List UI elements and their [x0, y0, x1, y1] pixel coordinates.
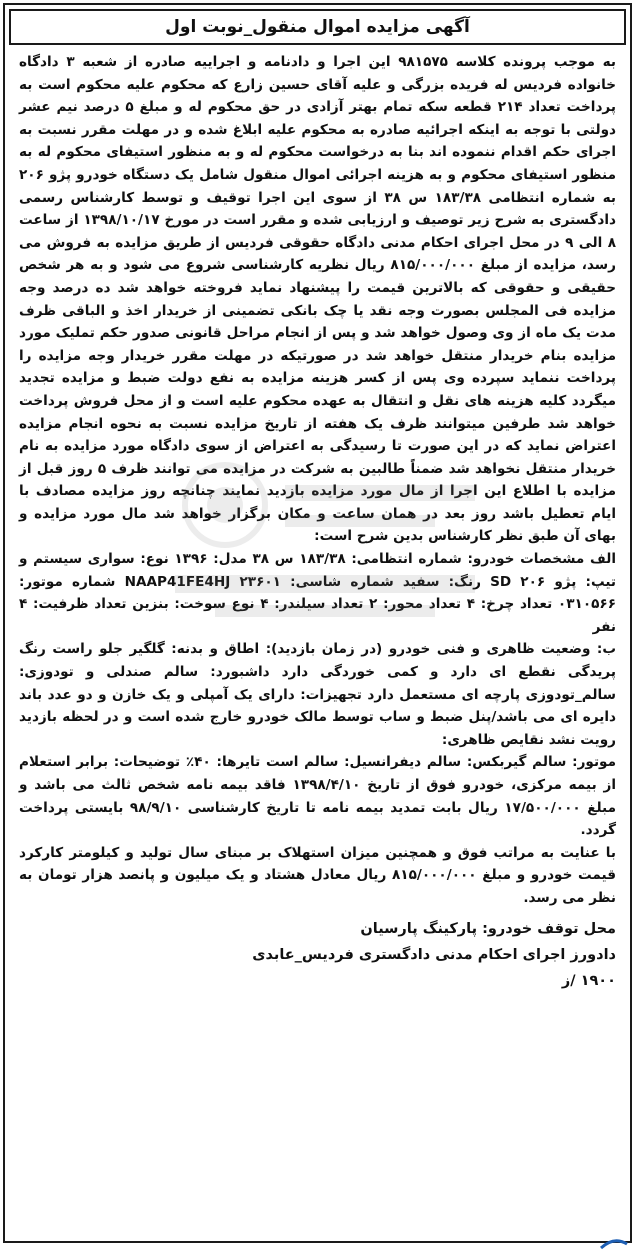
title-box — [9, 9, 626, 45]
vehicle-location: محل توقف خودرو: پارکینگ پارسیان — [360, 920, 616, 937]
paragraph-mechanical: موتور: سالم گیربکس: سالم دیفرانسیل: سالم است تایرها: ۴۰٪ توضیحات: برابر استعلام از بیمه مرکزی، خودرو فوق از تاریخ ۱۳۹۸/۴/۱۰ فاقد بیمه نامه شخص ثالث می باشد و مبلغ ۱۷/۵۰۰/۰۰۰ ریال بابت تمدید بیمه نامه تا تاریخ کارشناسی ۹۸/۹/۱۰ بایستی پرداخت گردد. — [19, 754, 616, 839]
paragraph-vehicle-specs: الف مشخصات خودرو: شماره انتظامی: ۱۸۳/۳۸ س ۳۸ مدل: ۱۳۹۶ نوع: سواری سیستم و تیپ: پژو ۲۰۶ SD رنگ: سفید شماره شاسی: NAAP41FE4HJ ۲۳۶۰۱ شماره موتور: ۰۳۱۰۵۶۶ تعداد چرخ: ۴ تعداد محور: ۲ تعداد سیلندر: ۴ نوع سوخت: بنزین تعداد ظرفیت: ۴ نفر — [19, 551, 617, 635]
signature-block — [19, 916, 616, 994]
paragraph-valuation: با عنایت به مراتب فوق و همچنین میزان استهلاک بر مبنای سال تولید و کیلومتر کارکرد قیمت خودرو و مبلغ ۸۱۵/۰۰۰/۰۰۰ ریال معادل هشتاد و یک میلیون و پانصد هزار تومان به نظر می رسد. — [19, 844, 616, 906]
signatory: دادورز اجرای احکام مدنی دادگستری فردیس_عابدی — [252, 946, 616, 963]
notice-body — [19, 51, 616, 994]
notice-frame — [3, 3, 632, 1243]
corner-logo-mark — [599, 1238, 629, 1250]
paragraph-main: به موجب پرونده کلاسه ۹۸۱۵۷۵ این اجرا و دادنامه و اجراییه صادره از شعبه ۳ دادگاه خانواده فردیس له فریده بزرگی و علیه آقای حسین زارع که محکوم علیه محکوم است به پرداخت تعداد ۲۱۴ قطعه سکه تمام بهتر آزادی در حق محکوم له و مبلغ ۵ درصد نیم عشر دولتی با توجه به اینکه اجرائیه صادره به محکوم علیه ابلاغ شده و در مهلت مقرر نسبت به اجرای حکم اقدام ننموده اند بنا به درخواست محکوم له و به منظور استیفای محکوم له به منظور استیفای محکوم و به هزینه اجرائی اموال منقول شامل یک دستگاه خودرو پژو ۲۰۶ به شماره انتظامی ۱۸۳/۳۸ س ۳۸ از سوی این اجرا توقیف و توسط کارشناس رسمی دادگستری به شرح زیر توصیف و ارزیابی شده و مقرر است در مورخ ۱۳۹۸/۱۰/۱۷ از ساعت ۸ الی ۹ در محل اجرای احکام مدنی دادگاه حقوقی فردیس از طریق مزایده به فروش می رسد، مزایده از مبلغ ۸۱۵/۰۰۰/۰۰۰ ریال نظریه کارشناسی شروع می شود و به هر شخص حقیقی و حقوقی که بالاترین قیمت را پیشنهاد نماید فروخته خواهد شد ده درصد وجه مزایده فی المجلس بصورت وجه نقد یا چک بانکی تضمینی از خریدار اخذ و الباقی ظرف مدت یک ماه از وی وصول خواهد شد و پس از انجام مراحل قانونی صدور حکم تملیک مورد مزایده بنام خریدار منتقل خواهد شد در صورتیکه در مهلت مقرر خریدار وجه مزایده را پرداخت ننماید سپرده وی پس از کسر هزینه مزایده به نفع دولت ضبط و مزایده تجدید میگردد کلیه هزینه های نقل و انتقال به عهده محکوم علیه است و از محل فروش پرداخت خواهد شد طرفین میتوانند ظرف یک هفته از تاریخ مزایده نسبت به نحوه انجام مزایده اعتراض نماید که در این صورت تا رسیدگی به اعتراض از سوی دادگاه مورد مزایده به نام خریدار منتقل نخواهد شد ضمناً طالبین به شرکت در مزایده می توانند ظرف ۵ روز قبل از مزایده با اطلاع این اجرا از مال مورد مزایده بازدید نمایند چنانچه روز مزایده مصادف با ایام تعطیل باشد روز بعد در همان ساعت و مکان برگزار خواهد شد مال مورد مزایده و بهای آن طبق نظر کارشناس بدین شرح است: — [19, 54, 616, 545]
notice-title: آگهی مزایده اموال منقول_نوبت اول — [165, 17, 470, 37]
reference-code: ۱۹۰۰ /ز — [561, 972, 616, 989]
paragraph-vehicle-condition: ب: وضعیت ظاهری و فنی خودرو (در زمان بازدید): اطاق و بدنه: گلگیر جلو راست رنگ پریدگی نقطع ای دارد و کمی خوردگی دارد داشبورد: سالم صندلی و تودوزی: سالم_تودوزی پارچه ای مستعمل دارد تجهیزات: دارای یک آمپلی و یک خازن و دو عدد باند دایره ای می باشد/پنل ضبط و ساب توسط مالک خودرو خارج شده است و در لحظه بازدید رویت نشد نقایص ظاهری: — [19, 641, 616, 748]
